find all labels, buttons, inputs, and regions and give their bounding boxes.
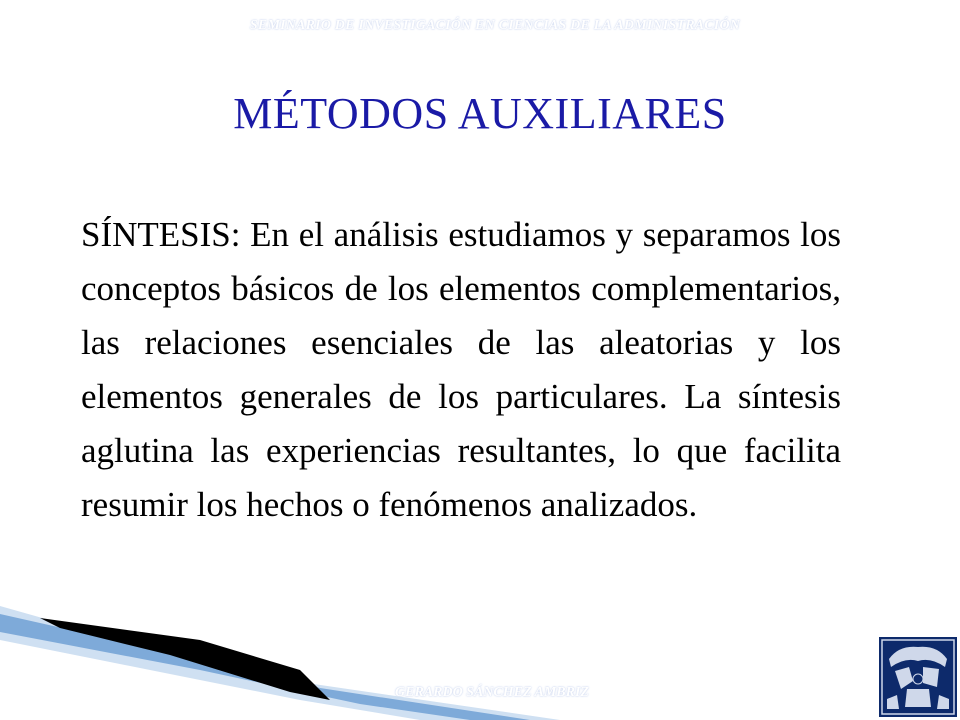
footer-watermark: GERARDO SÁNCHEZ AMBRIZ <box>395 685 589 700</box>
unam-shield-icon <box>879 637 957 717</box>
slide-title: MÉTODOS AUXILIARES <box>233 89 727 138</box>
slide-body-text: SÍNTESIS: En el análisis estudiamos y separamos los conceptos básicos de los elementos complementarios, las relaciones esenciales de las aleatorias y los elementos generales de los particulares. La síntesis aglutina las experiencias resultantes, lo que facilita resumir los hechos o fenómenos analizados. <box>81 215 841 524</box>
swoosh-light-band <box>0 606 560 720</box>
header-watermark: SEMINARIO DE INVESTIGACIÓN EN CIENCIAS DE LA ADMINISTRACIÓN <box>249 18 741 33</box>
swoosh-black-band <box>40 618 330 700</box>
decorative-swoosh <box>0 600 960 720</box>
